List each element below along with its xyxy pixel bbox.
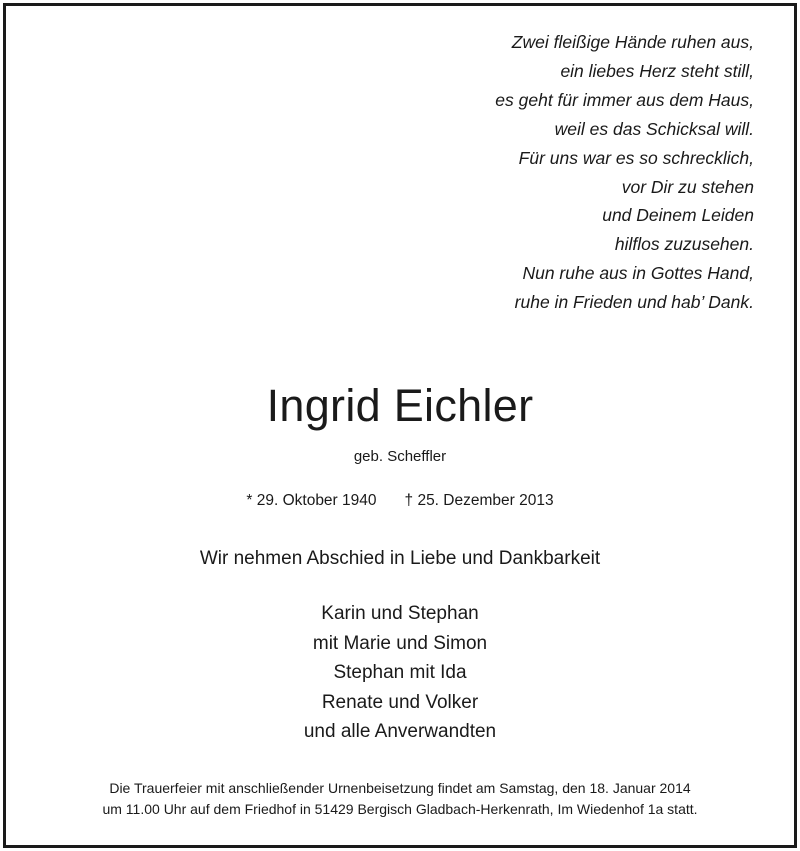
mourner-line: und alle Anverwandten: [303, 721, 497, 742]
farewell-statement: Wir nehmen Abschied in Liebe und Dankbarkeit: [199, 548, 601, 569]
deceased-name: Ingrid Eichler: [266, 380, 534, 431]
obituary-notice: [3, 3, 797, 848]
mourner-line: mit Marie und Simon: [312, 632, 488, 654]
poem-line: Für uns war es so schrecklich,: [518, 147, 754, 168]
ceremony-details: [6, 778, 794, 820]
mourners-list: [6, 599, 794, 747]
mourner-line: Karin und Stephan: [321, 603, 479, 624]
poem-line: weil es das Schicksal will.: [554, 118, 754, 139]
death-date: † 25. Dezember 2013: [404, 492, 554, 509]
poem-line: es geht für immer aus dem Haus,: [495, 89, 754, 110]
ceremony-line: Die Trauerfeier mit anschließender Urnenbeisetzung findet am Samstag, den 18. Januar 2014: [109, 780, 691, 796]
mourner-line: Stephan mit Ida: [333, 662, 467, 683]
birth-date: * 29. Oktober 1940: [246, 492, 377, 509]
poem-line: und Deinem Leiden: [602, 205, 754, 226]
memorial-poem: [495, 28, 754, 317]
poem-line: ruhe in Frieden und hab’ Dank.: [514, 292, 754, 313]
poem-line: hilflos zuzusehen.: [614, 234, 754, 255]
poem-line: Zwei fleißige Hände ruhen aus,: [511, 32, 754, 52]
life-dates: [6, 490, 794, 512]
poem-line: vor Dir zu stehen: [621, 176, 754, 197]
mourner-line: Renate und Volker: [321, 691, 479, 713]
ceremony-line: um 11.00 Uhr auf dem Friedhof in 51429 Bergisch Gladbach-Herkenrath, Im Wiedenhof 1a statt.: [102, 801, 698, 817]
poem-line: ein liebes Herz steht still,: [560, 60, 754, 81]
poem-line: Nun ruhe aus in Gottes Hand,: [522, 263, 754, 284]
maiden-name: geb. Scheffler: [353, 448, 447, 465]
